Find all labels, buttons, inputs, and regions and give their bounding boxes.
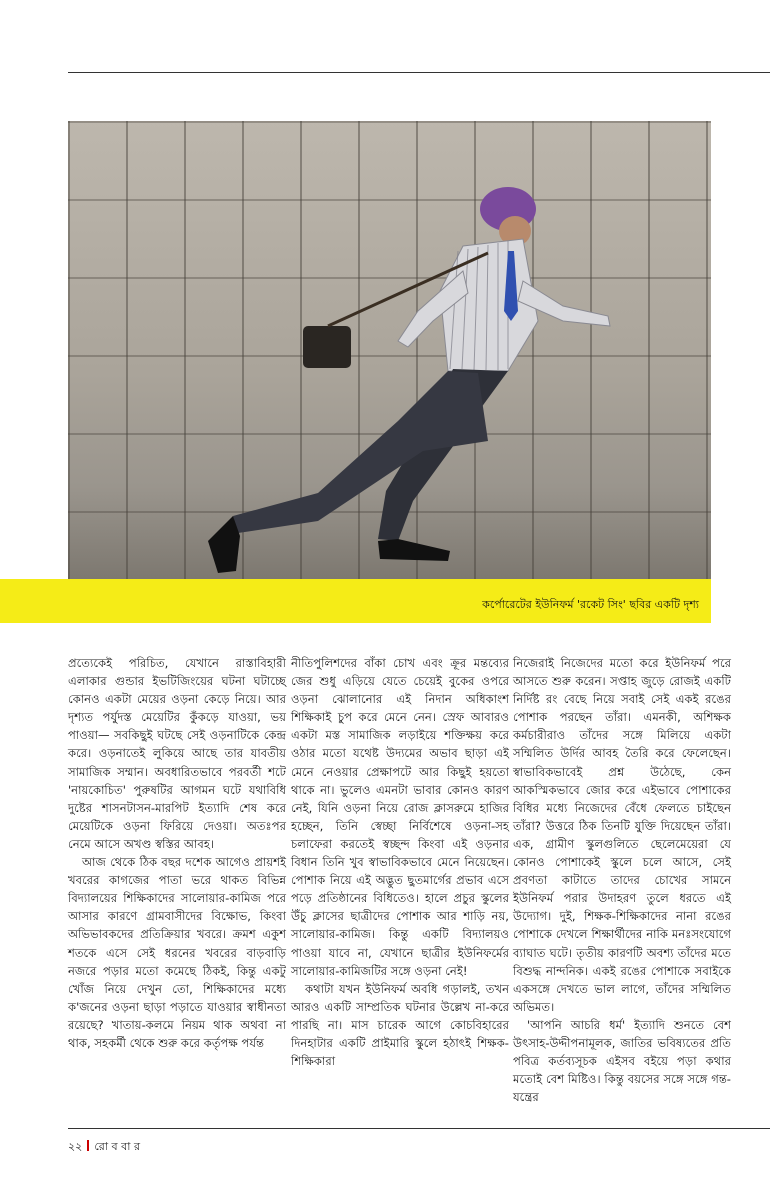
article-photo (68, 121, 711, 579)
paragraph: কথাটা যখন ইউনিফর্ম অবধি গড়ালই, তখন আরও একটি সাম্প্রতিক ঘটনার উল্লেখ না-করে পারছি না। মাস চারেক আগে কোচবিহারের দিনহাটার একটি প্রাইমারি স্কুলে হঠাৎই শিক্ষক-শিক্ষিকারা (291, 981, 509, 1069)
text-column-3 (513, 654, 731, 1106)
paragraph: নীতিপুলিশদের বাঁকা চোখ এবং ক্রূর মন্তব্যের জের শুধু এড়িয়ে যেতে চেয়েই বুকের ওপরে ওড়না ঝোলানোর এই নিদান অধিকাংশ শিক্ষিকাই চুপ করে মেনে নেন। স্রেফ আবারও একটা মস্ত সামাজিক লড়াইয়ে শক্তিক্ষয় করে ওঠার মতো যথেষ্ট উদ্যমের অভাব ছাড়া এই মেনে নেওয়ার প্রেক্ষাপটে আর কিছুই হয়তো থাকে না। ভুলেও এমনটা ভাবার কোনও কারণ নেই, যিনি ওড়না নিয়ে রোজ ক্লাসরুমে হাজির হচ্ছেন, তিনি স্বেচ্ছা নির্বিশেষে ওড়না-সহ চলাফেরা করতেই স্বচ্ছন্দ কিংবা এই ওড়নার বিধান তিনি খুব স্বাভাবিকভাবে মেনে নিয়েছেন। পোশাক নিয়ে এই অদ্ভুত ছুতমার্গের প্রভাব এসে পড়ে প্রতিষ্ঠানের বিধিতেও। হালে প্রচুর স্কুলের উঁচু ক্লাসের ছাত্রীদের পোশাক আর শাড়ি নয়, সালোয়ার-কামিজ। কিন্তু একটি বিদ্যালয়ও পাওয়া যাবে না, যেখানে ছাত্রীর ইউনিফর্মের সালোয়ার-কামিজটির সঙ্গে ওড়না নেই! (291, 656, 509, 978)
footer-separator (87, 1140, 89, 1151)
text-column-2 (291, 654, 509, 1070)
top-rule (68, 72, 770, 73)
magazine-name: রো ব বা র (94, 1140, 140, 1153)
photo-caption: কর্পোরেটের ইউনিফর্ম 'রকেট সিং' ছবির একটি দৃশ্য (482, 598, 699, 611)
paragraph: 'আপনি আচরি ধর্ম' ইত্যাদি শুনতে বেশ উৎসাহ-উদ্দীপনামূলক, জাতির ভবিষ্যতের প্রতি পবিত্র কর্তব্যসূচক এইসব বইয়ে পড়া কথার মতোই বেশ মিষ্টিও। কিন্তু বয়সের সঙ্গে সঙ্গে গন্ত-যন্ত্রের (513, 1017, 731, 1105)
caption-band (0, 579, 711, 623)
page-number: ২২ (68, 1140, 83, 1153)
bottom-rule (68, 1128, 770, 1129)
running-man-figure (68, 121, 711, 579)
paragraph: নিজেরাই নিজেদের মতো করে ইউনিফর্ম পরে আসতে শুরু করেন। সপ্তাহ জুড়ে রোজই একটি নির্দিষ্ট রং বেছে নিয়ে সবাই সেই একই রঙের পোশাক পরছেন তাঁরা। এমনকী, অশিক্ষক কর্মচারীরাও তাঁদের সঙ্গে মিলিয়ে একটা সম্মিলিত উর্দির আবহ তৈরি করে ফেলেছেন। স্বাভাবিকভাবেই প্রশ্ন উঠেছে, কেন আকস্মিকভাবে জোর করে এইভাবে পোশাকের বিধির মধ্যে নিজেদের বেঁধে ফেলতে চাইছেন তাঁরা? উত্তরে ঠিক তিনটি যুক্তি দিয়েছেন তাঁরা। এক, গ্রামীণ স্কুলগুলিতে ছেলেমেয়েরা যে কোনও পোশাকেই স্কুলে চলে আসে, সেই প্রবণতা কাটাতে তাদের চোখের সামনে ইউনিফর্ম পরার উদাহরণ তুলে ধরতে এই উদ্যোগ। দুই, শিক্ষক-শিক্ষিকাদের নানা রঙের পোশাকে দেখলে শিক্ষার্থীদের নাকি মনঃসংযোগে ব্যাঘাত ঘটে। তৃতীয় কারণটি অবশ্য তাঁদের মতে বিশুদ্ধ নান্দনিক। একই রঙের পোশাকে সবাইকে একসঙ্গে দেখতে ভাল লাগে, তাঁদের সম্মিলিত অভিমত। (513, 656, 731, 1014)
page-footer (68, 1138, 140, 1157)
paragraph: আজ থেকে ঠিক বছর দশেক আগেও প্রায়শই খবরের কাগজের পাতা ভরে থাকত বিভিন্ন বিদ্যালয়ের শিক্ষিকাদের সালোয়ার-কামিজ পরে আসার কারণে গ্রামবাসীদের বিক্ষোভ, কিংবা অভিভাবকদের প্রতিক্রিয়ার খবরে। ক্রমশ একুশ শতকে এসে সেই ধরনের খবরের বাড়বাড়ি নজরে পড়ার মতো কমেছে ঠিকই, কিন্তু একটু খোঁজ নিয়ে দেখুন তো, শিক্ষিকাদের মধ্যে ক'জনের ওড়না ছাড়া পড়াতে যাওয়ার স্বাধীনতা রয়েছে? খাতায়-কলমে নিয়ম থাক অথবা না থাক, সহকর্মী থেকে শুরু করে কর্তৃপক্ষ পর্যন্ত (68, 855, 286, 1050)
text-column-1 (68, 654, 286, 1052)
paragraph: প্রত্যেকেই পরিচিত, যেখানে রাস্তাবিহারী এলাকার গুন্ডার ইভটিজিংয়ের ঘটনা ঘটাচ্ছে কোনও একটা মেয়ের ওড়না কেড়ে নিয়ে। আর দৃশ্যত পর্যুদস্ত মেয়েটির কুঁকড়ে যাওয়া, ভয় পাওয়া— সবকিছুই ঘটছে সেই ওড়নাটিকে কেন্দ্র করে। ওড়নাতেই লুকিয়ে আছে তার যাবতীয় সামাজিক সম্মান। অবধারিতভাবে পরবর্তী শটে 'নায়কোচিত' পুরুষটির আগমন ঘটে যথাবিধি দুষ্টের শাসনটাসন-মারপিট ইত্যাদি শেষ করে মেয়েটিকে ওড়না ফিরিয়ে দেওয়া। অতঃপর নেমে আসে অখণ্ড স্বস্তির আবহ। (68, 656, 286, 851)
